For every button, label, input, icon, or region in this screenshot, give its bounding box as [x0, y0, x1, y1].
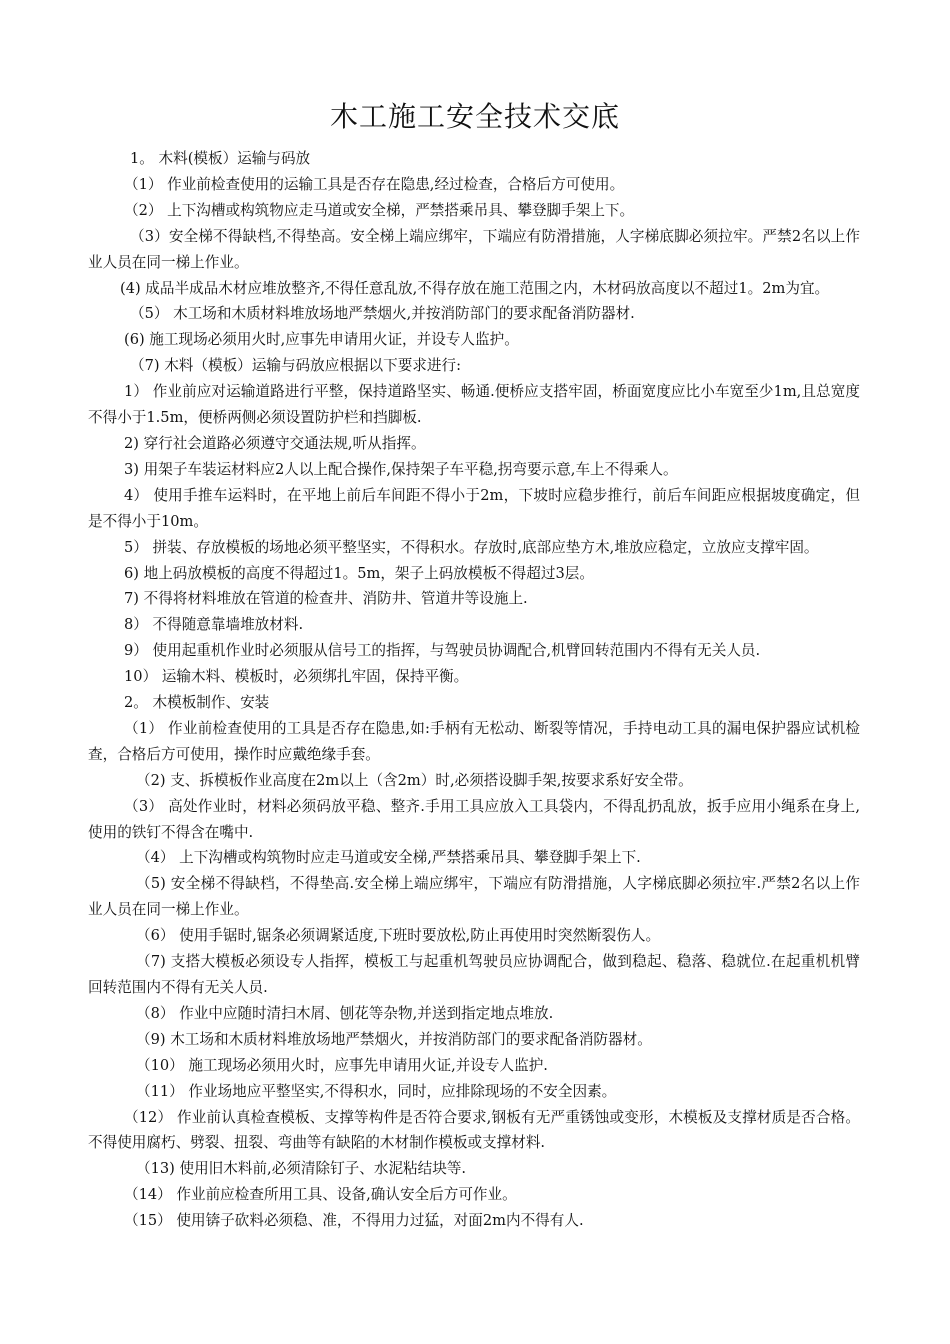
paragraph: 2) 穿行社会道路必须遵守交通法规,听从指挥。	[124, 434, 426, 452]
paragraph: （3） 高处作业时，材料必须码放平稳、整齐.手用工具应放入工具袋内，不得乱扔乱放，扳手应用小绳系在身上,使用的铁钉不得含在嘴中.	[88, 797, 860, 841]
paragraph: （6） 使用手锯时,锯条必须调紧适度,下班时要放松,防止再使用时突然断裂伤人。	[136, 927, 661, 945]
section-heading: 1。 木料(模板）运输与码放	[130, 150, 311, 167]
paragraph: （5） 木工场和木质材料堆放场地严禁烟火,并按消防部门的要求配备消防器材.	[130, 305, 635, 323]
paragraph: （3）安全梯不得缺档,不得垫高。安全梯上端应绑牢，下端应有防滑措施，人字梯底脚必须拉牢。严禁2名以上作业人员在同一梯上作业。	[88, 227, 860, 271]
paragraph: 9） 使用起重机作业时必须服从信号工的指挥，与驾驶员协调配合,机臂回转范围内不得有无关人员.	[124, 642, 761, 660]
paragraph: 7) 不得将材料堆放在管道的检查井、消防井、管道井等设施上.	[124, 590, 528, 608]
paragraph: （1） 作业前检查使用的运输工具是否存在隐患,经过检查，合格后方可使用。	[124, 175, 625, 193]
paragraph: (6) 施工现场必须用火时,应事先申请用火证，并设专人监护。	[124, 331, 519, 349]
paragraph: （4） 上下沟槽或构筑物时应走马道或安全梯,严禁搭乘吊具、攀登脚手架上下.	[136, 849, 641, 867]
paragraph: 10） 运输木料、模板时，必须绑扎牢固，保持平衡。	[124, 668, 469, 686]
paragraph: （13) 使用旧木料前,必须清除钉子、水泥粘结块等.	[136, 1160, 467, 1178]
paragraph: （15） 使用锛子砍料必须稳、准，不得用力过猛，对面2m内不得有人.	[124, 1212, 584, 1230]
paragraph: 5） 拼装、存放模板的场地必须平整坚实，不得积水。存放时,底部应垫方木,堆放应稳定，立放应支撑牢固。	[124, 538, 819, 556]
paragraph: 3) 用架子车装运材料应2人以上配合操作,保持架子车平稳,拐弯要示意,车上不得乘人。	[124, 460, 678, 478]
paragraph: 1） 作业前应对运输道路进行平整，保持道路坚实、畅通.便桥应支搭牢固，桥面宽度应比小车宽至少1m,且总宽度不得小于1.5m，便桥两侧必须设置防护栏和挡脚板.	[88, 383, 860, 427]
paragraph: （9) 木工场和木质材料堆放场地严禁烟火，并按消防部门的要求配备消防器材。	[136, 1030, 652, 1048]
paragraph: （7) 支搭大模板必须设专人指挥，模板工与起重机驾驶员应协调配合，做到稳起、稳落、稳就位.在起重机机臂回转范围内不得有无关人员.	[88, 953, 860, 996]
paragraph: （11） 作业场地应平整坚实,不得积水，同时，应排除现场的不安全因素。	[136, 1082, 617, 1100]
paragraph: （5) 安全梯不得缺档，不得垫高.安全梯上端应绑牢，下端应有防滑措施，人字梯底脚必须拉牢.严禁2名以上作业人员在同一梯上作业。	[88, 875, 860, 919]
paragraph: （1） 作业前检查使用的工具是否存在隐患,如:手柄有无松动、断裂等情况，手持电动工具的漏电保护器应试机检查，合格后方可使用，操作时应戴绝缘手套。	[88, 719, 860, 763]
paragraph: （14） 作业前应检查所用工具、设备,确认安全后方可作业。	[124, 1186, 517, 1204]
document-body	[88, 146, 860, 1234]
paragraph: 8） 不得随意靠墙堆放材料.	[124, 616, 304, 634]
paragraph: （10） 施工现场必须用火时，应事先申请用火证,并设专人监护.	[136, 1056, 548, 1074]
paragraph: （2) 支、拆模板作业高度在2m以上（含2m）时,必须搭设脚手架,按要求系好安全带。	[136, 771, 693, 789]
paragraph: （12） 作业前认真检查模板、支撑等构件是否符合要求,钢板有无严重锈蚀或变形，木模板及支撑材质是否合格。不得使用腐朽、劈裂、扭裂、弯曲等有缺陷的木材制作模板或支撑材料.	[88, 1108, 860, 1152]
paragraph: (4) 成品半成品木材应堆放整齐,不得任意乱放,不得存放在施工范围之内，木材码放高度以不超过1。2m为宜。	[120, 279, 830, 297]
section-heading: 2。 木模板制作、安装	[124, 694, 270, 712]
paragraph: （2） 上下沟槽或构筑物应走马道或安全梯，严禁搭乘吊具、攀登脚手架上下。	[124, 201, 635, 219]
paragraph: （8） 作业中应随时清扫木屑、刨花等杂物,并送到指定地点堆放.	[136, 1004, 554, 1022]
paragraph: （7) 木料（模板）运输与码放应根据以下要求进行:	[130, 357, 462, 375]
document-title: 木工施工安全技术交底	[329, 100, 620, 133]
paragraph: 4） 使用手推车运料时，在平地上前后车间距不得小于2m，下坡时应稳步推行，前后车间距应根据坡度确定，但是不得小于10m。	[88, 486, 860, 530]
paragraph: 6) 地上码放模板的高度不得超过1。5m，架子上码放模板不得超过3层。	[124, 564, 594, 582]
